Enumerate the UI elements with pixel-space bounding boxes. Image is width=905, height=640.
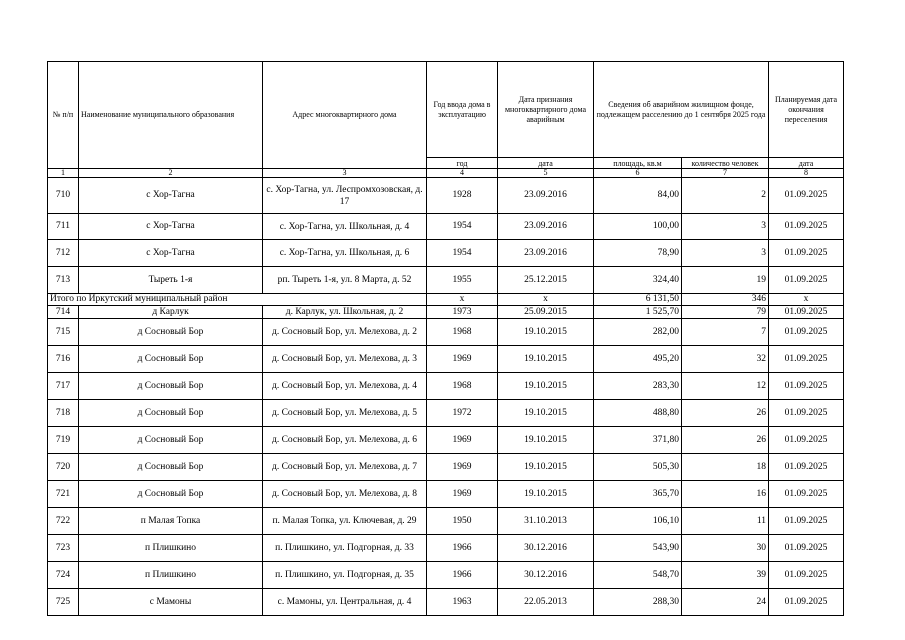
cell-people: 3 <box>682 240 769 267</box>
header-col-year: Год ввода дома в эксплуатацию <box>427 62 498 158</box>
cell-date: 23.09.2016 <box>498 178 594 214</box>
cell-area: 84,00 <box>594 178 682 214</box>
cell-people: 16 <box>682 481 769 508</box>
cell-area: 78,90 <box>594 240 682 267</box>
column-number: 1 <box>48 169 79 178</box>
cell-municipality: д Сосновый Бор <box>79 400 263 427</box>
table-row <box>48 535 844 562</box>
cell-municipality: д Сосновый Бор <box>79 427 263 454</box>
table-body-b <box>48 306 844 616</box>
column-numbers-row <box>48 169 844 178</box>
cell-plan-date: 01.09.2025 <box>769 400 844 427</box>
cell-municipality: д Сосновый Бор <box>79 373 263 400</box>
table-row <box>48 454 844 481</box>
cell-number: 720 <box>48 454 79 481</box>
cell-number: 715 <box>48 319 79 346</box>
cell-number: 714 <box>48 306 79 319</box>
table-row <box>48 240 844 267</box>
cell-plan-date: 01.09.2025 <box>769 240 844 267</box>
cell-year: 1969 <box>427 481 498 508</box>
cell-address: д. Сосновый Бор, ул. Мелехова, д. 7 <box>263 454 427 481</box>
cell-year: 1968 <box>427 373 498 400</box>
cell-area: 283,30 <box>594 373 682 400</box>
column-number: 4 <box>427 169 498 178</box>
cell-people: 19 <box>682 267 769 294</box>
cell-people: 79 <box>682 306 769 319</box>
cell-date: 23.09.2016 <box>498 240 594 267</box>
cell-municipality: д Сосновый Бор <box>79 454 263 481</box>
cell-address: д. Сосновый Бор, ул. Мелехова, д. 2 <box>263 319 427 346</box>
header-col-info: Сведения об аварийном жилищном фонде, подлежащем расселению до 1 сентября 2025 года <box>594 62 769 158</box>
cell-area: 1 525,70 <box>594 306 682 319</box>
cell-address: с. Хор-Тагна, ул. Школьная, д. 6 <box>263 240 427 267</box>
cell-people: 30 <box>682 535 769 562</box>
cell-address: д. Сосновый Бор, ул. Мелехова, д. 3 <box>263 346 427 373</box>
cell-municipality: д Карлук <box>79 306 263 319</box>
cell-address: с. Мамоны, ул. Центральная, д. 4 <box>263 589 427 616</box>
cell-year: 1950 <box>427 508 498 535</box>
cell-area: 282,00 <box>594 319 682 346</box>
cell-date: 19.10.2015 <box>498 454 594 481</box>
cell-people: 39 <box>682 562 769 589</box>
cell-number: 724 <box>48 562 79 589</box>
cell-year: 1972 <box>427 400 498 427</box>
cell-number: 722 <box>48 508 79 535</box>
cell-date: 25.12.2015 <box>498 267 594 294</box>
cell-municipality: д Сосновый Бор <box>79 481 263 508</box>
subheader-people: количество человек <box>682 158 769 169</box>
cell-date: 19.10.2015 <box>498 319 594 346</box>
cell-people: 18 <box>682 454 769 481</box>
cell-year: 1966 <box>427 562 498 589</box>
cell-plan-date: 01.09.2025 <box>769 508 844 535</box>
table-row <box>48 306 844 319</box>
cell-area: 543,90 <box>594 535 682 562</box>
total-plan: x <box>769 294 844 306</box>
total-year: x <box>427 294 498 306</box>
cell-number: 719 <box>48 427 79 454</box>
cell-address: д. Сосновый Бор, ул. Мелехова, д. 6 <box>263 427 427 454</box>
header-col-municipality: Наименование муниципального образования <box>79 62 263 169</box>
cell-address: д. Карлук, ул. Школьная, д. 2 <box>263 306 427 319</box>
cell-plan-date: 01.09.2025 <box>769 427 844 454</box>
cell-address: с. Хор-Тагна, ул. Леспромхозовская, д. 17 <box>263 178 427 214</box>
cell-date: 19.10.2015 <box>498 373 594 400</box>
header-col-date: Дата признания многоквартирного дома аварийным <box>498 62 594 158</box>
cell-area: 365,70 <box>594 481 682 508</box>
table-row <box>48 319 844 346</box>
cell-people: 7 <box>682 319 769 346</box>
column-number: 7 <box>682 169 769 178</box>
cell-plan-date: 01.09.2025 <box>769 535 844 562</box>
total-section <box>48 294 844 306</box>
cell-plan-date: 01.09.2025 <box>769 306 844 319</box>
cell-plan-date: 01.09.2025 <box>769 267 844 294</box>
table-row <box>48 373 844 400</box>
cell-municipality: д Сосновый Бор <box>79 319 263 346</box>
cell-date: 19.10.2015 <box>498 346 594 373</box>
cell-address: п. Плишкино, ул. Подгорная, д. 35 <box>263 562 427 589</box>
cell-area: 371,80 <box>594 427 682 454</box>
cell-year: 1969 <box>427 346 498 373</box>
cell-date: 25.09.2015 <box>498 306 594 319</box>
cell-people: 24 <box>682 589 769 616</box>
cell-date: 31.10.2013 <box>498 508 594 535</box>
cell-number: 712 <box>48 240 79 267</box>
total-label: Итого по Иркутский муниципальный район <box>48 294 427 306</box>
table-row <box>48 562 844 589</box>
cell-plan-date: 01.09.2025 <box>769 562 844 589</box>
cell-area: 495,20 <box>594 346 682 373</box>
subheader-date: дата <box>498 158 594 169</box>
header-col-plan: Планируемая дата окончания переселения <box>769 62 844 158</box>
table-row <box>48 589 844 616</box>
cell-number: 710 <box>48 178 79 214</box>
column-number: 5 <box>498 169 594 178</box>
cell-year: 1973 <box>427 306 498 319</box>
cell-area: 488,80 <box>594 400 682 427</box>
cell-year: 1968 <box>427 319 498 346</box>
table-row <box>48 267 844 294</box>
cell-address: п. Плишкино, ул. Подгорная, д. 33 <box>263 535 427 562</box>
header-col-no: № п/п <box>48 62 79 169</box>
cell-date: 23.09.2016 <box>498 214 594 240</box>
cell-plan-date: 01.09.2025 <box>769 178 844 214</box>
cell-municipality: с Мамоны <box>79 589 263 616</box>
cell-plan-date: 01.09.2025 <box>769 589 844 616</box>
column-number: 8 <box>769 169 844 178</box>
cell-plan-date: 01.09.2025 <box>769 481 844 508</box>
table-row <box>48 481 844 508</box>
header-col-address: Адрес многоквартирного дома <box>263 62 427 169</box>
table-row <box>48 508 844 535</box>
cell-address: с. Хор-Тагна, ул. Школьная, д. 4 <box>263 214 427 240</box>
cell-people: 3 <box>682 214 769 240</box>
cell-date: 30.12.2016 <box>498 535 594 562</box>
cell-area: 324,40 <box>594 267 682 294</box>
table-header <box>48 62 844 178</box>
total-people: 346 <box>682 294 769 306</box>
cell-address: д. Сосновый Бор, ул. Мелехова, д. 5 <box>263 400 427 427</box>
cell-date: 19.10.2015 <box>498 427 594 454</box>
total-date: x <box>498 294 594 306</box>
cell-plan-date: 01.09.2025 <box>769 214 844 240</box>
cell-year: 1966 <box>427 535 498 562</box>
resettlement-table <box>47 61 844 616</box>
cell-address: д. Сосновый Бор, ул. Мелехова, д. 4 <box>263 373 427 400</box>
cell-number: 711 <box>48 214 79 240</box>
column-number: 3 <box>263 169 427 178</box>
cell-plan-date: 01.09.2025 <box>769 346 844 373</box>
cell-people: 26 <box>682 427 769 454</box>
cell-number: 725 <box>48 589 79 616</box>
cell-year: 1963 <box>427 589 498 616</box>
table-row <box>48 178 844 214</box>
column-number: 6 <box>594 169 682 178</box>
cell-number: 718 <box>48 400 79 427</box>
cell-year: 1955 <box>427 267 498 294</box>
cell-number: 721 <box>48 481 79 508</box>
cell-municipality: п Малая Топка <box>79 508 263 535</box>
cell-number: 723 <box>48 535 79 562</box>
subheader-plan-date: дата <box>769 158 844 169</box>
cell-plan-date: 01.09.2025 <box>769 454 844 481</box>
cell-date: 19.10.2015 <box>498 481 594 508</box>
cell-area: 106,10 <box>594 508 682 535</box>
cell-area: 288,30 <box>594 589 682 616</box>
cell-number: 716 <box>48 346 79 373</box>
cell-municipality: Тыреть 1-я <box>79 267 263 294</box>
cell-date: 30.12.2016 <box>498 562 594 589</box>
cell-municipality: п Плишкино <box>79 562 263 589</box>
cell-municipality: п Плишкино <box>79 535 263 562</box>
table-row <box>48 427 844 454</box>
cell-plan-date: 01.09.2025 <box>769 373 844 400</box>
cell-year: 1928 <box>427 178 498 214</box>
cell-year: 1969 <box>427 454 498 481</box>
cell-plan-date: 01.09.2025 <box>769 319 844 346</box>
cell-people: 26 <box>682 400 769 427</box>
cell-people: 11 <box>682 508 769 535</box>
table-row <box>48 400 844 427</box>
cell-number: 717 <box>48 373 79 400</box>
column-number: 2 <box>79 169 263 178</box>
cell-number: 713 <box>48 267 79 294</box>
cell-people: 12 <box>682 373 769 400</box>
cell-people: 2 <box>682 178 769 214</box>
cell-address: п. Малая Топка, ул. Ключевая, д. 29 <box>263 508 427 535</box>
cell-municipality: с Хор-Тагна <box>79 240 263 267</box>
cell-address: д. Сосновый Бор, ул. Мелехова, д. 8 <box>263 481 427 508</box>
cell-municipality: д Сосновый Бор <box>79 346 263 373</box>
cell-municipality: с Хор-Тагна <box>79 178 263 214</box>
cell-area: 505,30 <box>594 454 682 481</box>
cell-year: 1954 <box>427 240 498 267</box>
cell-area: 548,70 <box>594 562 682 589</box>
cell-address: рп. Тыреть 1-я, ул. 8 Марта, д. 52 <box>263 267 427 294</box>
table-row <box>48 346 844 373</box>
subheader-year: год <box>427 158 498 169</box>
cell-people: 32 <box>682 346 769 373</box>
table-body-a <box>48 178 844 294</box>
cell-year: 1969 <box>427 427 498 454</box>
table-row <box>48 214 844 240</box>
cell-year: 1954 <box>427 214 498 240</box>
cell-date: 22.05.2013 <box>498 589 594 616</box>
subheader-area: площадь, кв.м <box>594 158 682 169</box>
total-row <box>48 294 844 306</box>
cell-municipality: с Хор-Тагна <box>79 214 263 240</box>
cell-date: 19.10.2015 <box>498 400 594 427</box>
total-area: 6 131,50 <box>594 294 682 306</box>
cell-area: 100,00 <box>594 214 682 240</box>
